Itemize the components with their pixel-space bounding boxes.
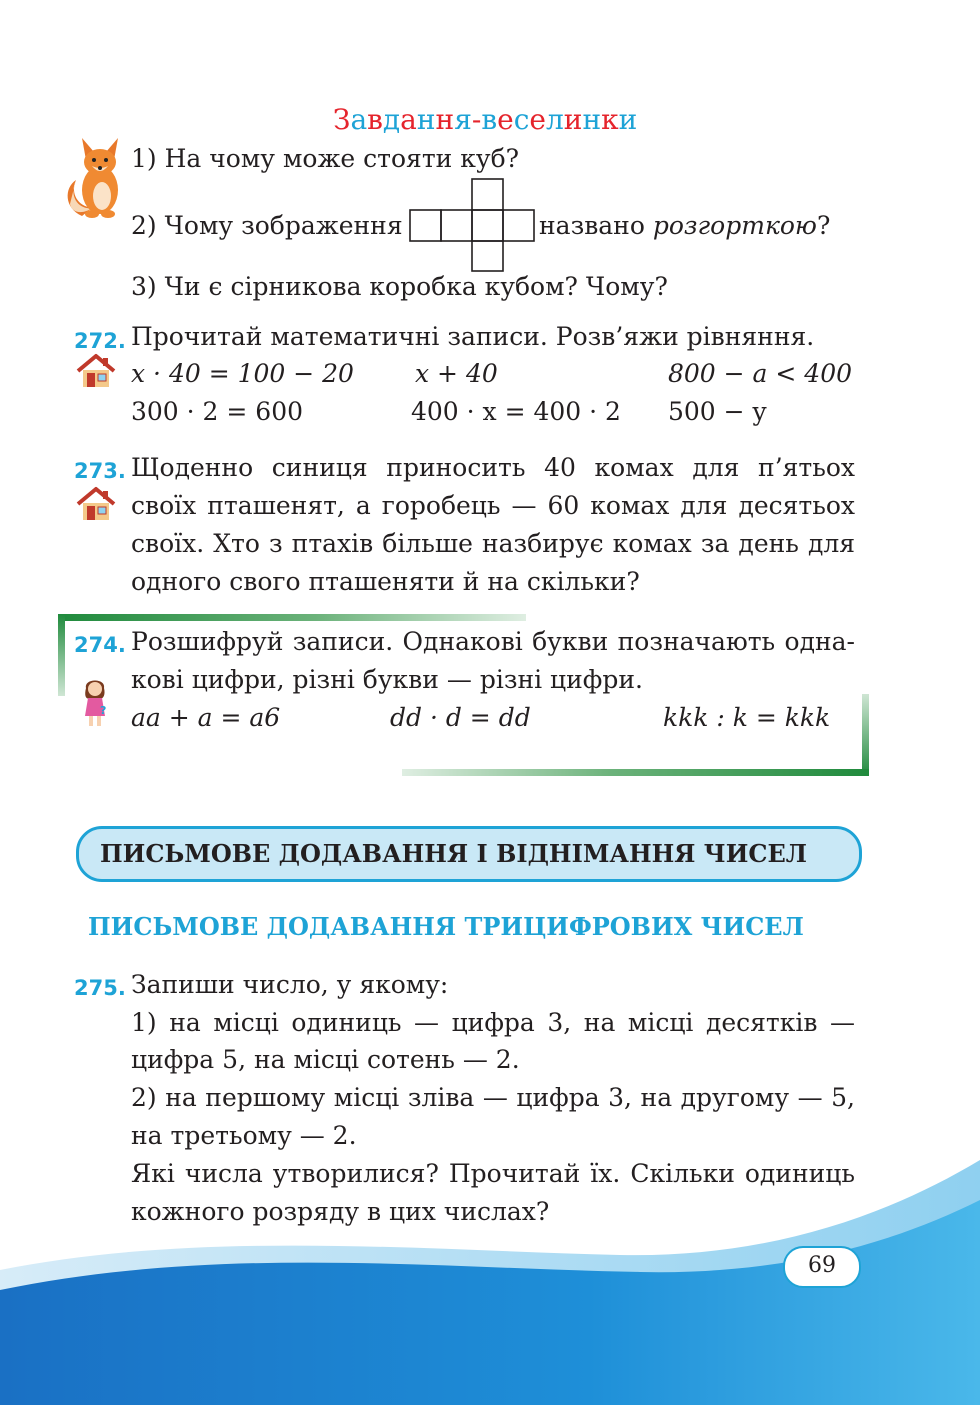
exercise-275-line-2: цифра 5, на місці сотень — 2. xyxy=(131,1045,520,1074)
fun-tasks-title xyxy=(333,100,637,140)
title-letter: с xyxy=(513,103,530,136)
expr-274-3: kkk : k = kkk xyxy=(663,703,831,732)
title-letter: н xyxy=(435,103,455,136)
exercise-273-line-2: своїх пташенят, а горобець — 60 комах для десятьох xyxy=(131,491,855,520)
page-number: 69 xyxy=(808,1253,836,1278)
frame-left-line xyxy=(58,614,65,696)
expr-274-1: aa + a = a6 xyxy=(131,703,281,732)
title-letter: е xyxy=(497,103,514,136)
title-letter: а xyxy=(350,103,368,136)
exercise-number-275: 275. xyxy=(74,976,126,1000)
exercise-272-text: Прочитай математичні записи. Розв’яжи рівняння. xyxy=(131,322,815,351)
title-letter: н xyxy=(416,103,436,136)
fun-question-1: 1) На чому може стояти куб? xyxy=(131,144,520,173)
subsection-title: ПИСЬМОВЕ ДОДАВАННЯ ТРИЦИФРОВИХ ЧИСЕЛ xyxy=(88,912,804,941)
expr-272-2: x + 40 xyxy=(415,359,498,388)
title-letter: я xyxy=(454,103,472,136)
house-icon xyxy=(76,486,116,522)
expr-272-1: x · 40 = 100 − 20 xyxy=(131,359,354,388)
title-letter: н xyxy=(582,103,602,136)
frame-bottom-line xyxy=(402,769,869,776)
expr-272-4: 300 · 2 = 600 xyxy=(131,397,304,426)
title-letter: в xyxy=(481,103,498,136)
svg-text:?: ? xyxy=(100,704,107,717)
exercise-number-274: 274. xyxy=(74,633,126,657)
cube-net-icon xyxy=(408,178,536,272)
frame-right-line xyxy=(862,694,869,776)
fun-question-2-end: названо розгорткою? xyxy=(539,211,831,240)
fox-icon xyxy=(62,128,130,220)
fun-question-2-start: 2) Чому зображення xyxy=(131,211,403,240)
title-letter: к xyxy=(601,103,619,136)
exercise-274-line-2: кові цифри, різні букви — різні цифри. xyxy=(131,665,643,694)
title-letter: и xyxy=(618,103,638,136)
exercise-275-line-6: кожного розряду в цих числах? xyxy=(131,1197,550,1226)
title-letter: З xyxy=(333,103,351,136)
exercise-number-273: 273. xyxy=(74,459,126,483)
exercise-275-line-5: Які числа утворилися? Прочитай їх. Скільки одиниць xyxy=(131,1159,855,1188)
title-letter: е xyxy=(529,103,546,136)
title-letter: и xyxy=(563,103,583,136)
expr-272-6: 500 − y xyxy=(668,397,767,426)
title-letter: а xyxy=(400,103,417,136)
fun-question-3: 3) Чи є сірникова коробка кубом? Чому? xyxy=(131,272,668,301)
house-icon xyxy=(76,353,116,389)
title-letter: - xyxy=(471,103,482,136)
exercise-275-line-3: 2) на першому місці зліва — цифра 3, на другому — 5, xyxy=(131,1083,855,1112)
exercise-274-line-1: Розшифруй записи. Однакові букви позначають одна- xyxy=(131,627,855,656)
exercise-number-272: 272. xyxy=(74,329,126,353)
exercise-275-line-4: на третьому — 2. xyxy=(131,1121,357,1150)
frame-top-line xyxy=(58,614,526,621)
title-letter: в xyxy=(367,103,383,136)
exercise-275-line-1: 1) на місці одиниць — цифра 3, на місці десятків — xyxy=(131,1008,855,1037)
expr-272-3: 800 − a < 400 xyxy=(668,359,853,388)
exercise-273-line-1: Щоденно синиця приносить 40 комах для п’ятьох xyxy=(131,453,855,482)
exercise-273-line-3: своїх. Хто з птахів більше назбирує комах за день для xyxy=(131,529,855,558)
expr-274-2: dd · d = dd xyxy=(390,703,531,732)
exercise-275-intro: Запиши число, у якому: xyxy=(131,970,449,999)
title-letter: д xyxy=(382,103,401,136)
title-letter: л xyxy=(545,103,564,136)
girl-icon xyxy=(80,674,110,730)
expr-272-5: 400 · x = 400 · 2 xyxy=(411,397,621,426)
exercise-273-line-4: одного свого пташеняти й на скільки? xyxy=(131,567,640,596)
section-title: ПИСЬМОВЕ ДОДАВАННЯ І ВІДНІМАННЯ ЧИСЕЛ xyxy=(100,839,808,868)
